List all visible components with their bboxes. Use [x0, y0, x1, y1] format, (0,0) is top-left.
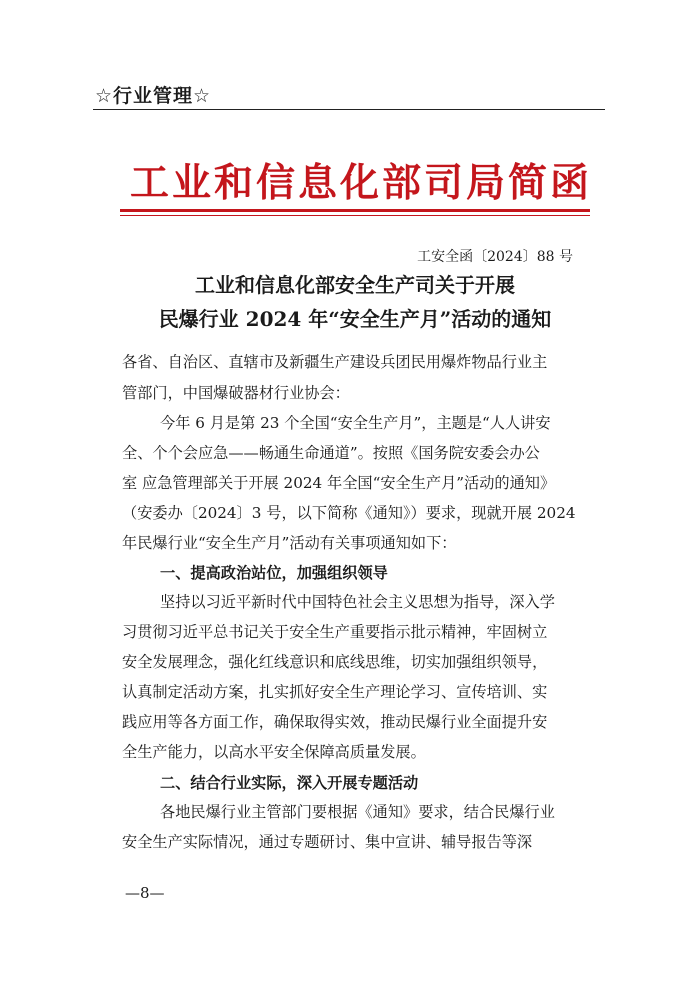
letterhead-red-rule-thick	[120, 209, 590, 212]
document-title-line-2: 民爆行业 2024 年“安全生产月”活动的通知	[158, 307, 552, 331]
body-line: （安委办〔2024〕3 号，以下简称《通知》）要求，现就开展 2024	[122, 504, 576, 522]
letterhead-red-rule-thin	[120, 215, 590, 216]
body-line: 全、个个会应急——畅通生命通道”。按照《国务院安委会办公	[122, 444, 540, 462]
section-heading-1: 一、提高政治站位，加强组织领导	[160, 564, 388, 582]
document-number: 工安全函〔2024〕88 号	[417, 249, 573, 265]
body-line: 践应用等各方面工作，确保取得实效，推动民爆行业全面提升安	[122, 713, 548, 731]
header-divider	[93, 109, 605, 110]
body-line: 习贯彻习近平总书记关于安全生产重要指示批示精神，牢固树立	[122, 623, 548, 641]
page-number: —8—	[125, 884, 165, 902]
document-title-line-1: 工业和信息化部安全生产司关于开展	[195, 273, 515, 297]
body-line: 室 应急管理部关于开展 2024 年全国“安全生产月”活动的通知》	[122, 474, 556, 492]
section-tag: ☆行业管理☆	[95, 85, 212, 107]
body-line: 全生产能力，以高水平安全保障高质量发展。	[122, 743, 426, 761]
letterhead-title: 工业和信息化部司局简函	[130, 160, 593, 206]
body-line: 各地民爆行业主管部门要根据《通知》要求，结合民爆行业	[160, 803, 555, 821]
body-line: 管部门，中国爆破器材行业协会：	[122, 384, 350, 402]
section-heading-2: 二、结合行业实际，深入开展专题活动	[160, 774, 419, 792]
body-line: 各省、自治区、直辖市及新疆生产建设兵团民用爆炸物品行业主	[122, 353, 548, 371]
body-line: 坚持以习近平新时代中国特色社会主义思想为指导，深入学	[160, 593, 555, 611]
body-line: 安全生产实际情况，通过专题研讨、集中宣讲、辅导报告等深	[122, 833, 533, 851]
body-line: 年民爆行业“安全生产月”活动有关事项通知如下：	[122, 534, 457, 552]
body-line: 认真制定活动方案，扎实抓好安全生产理论学习、宣传培训、实	[122, 683, 548, 701]
body-line: 安全发展理念，强化红线意识和底线思维，切实加强组织领导，	[122, 653, 548, 671]
body-line: 今年 6 月是第 23 个全国“安全生产月”，主题是“人人讲安	[160, 414, 551, 432]
